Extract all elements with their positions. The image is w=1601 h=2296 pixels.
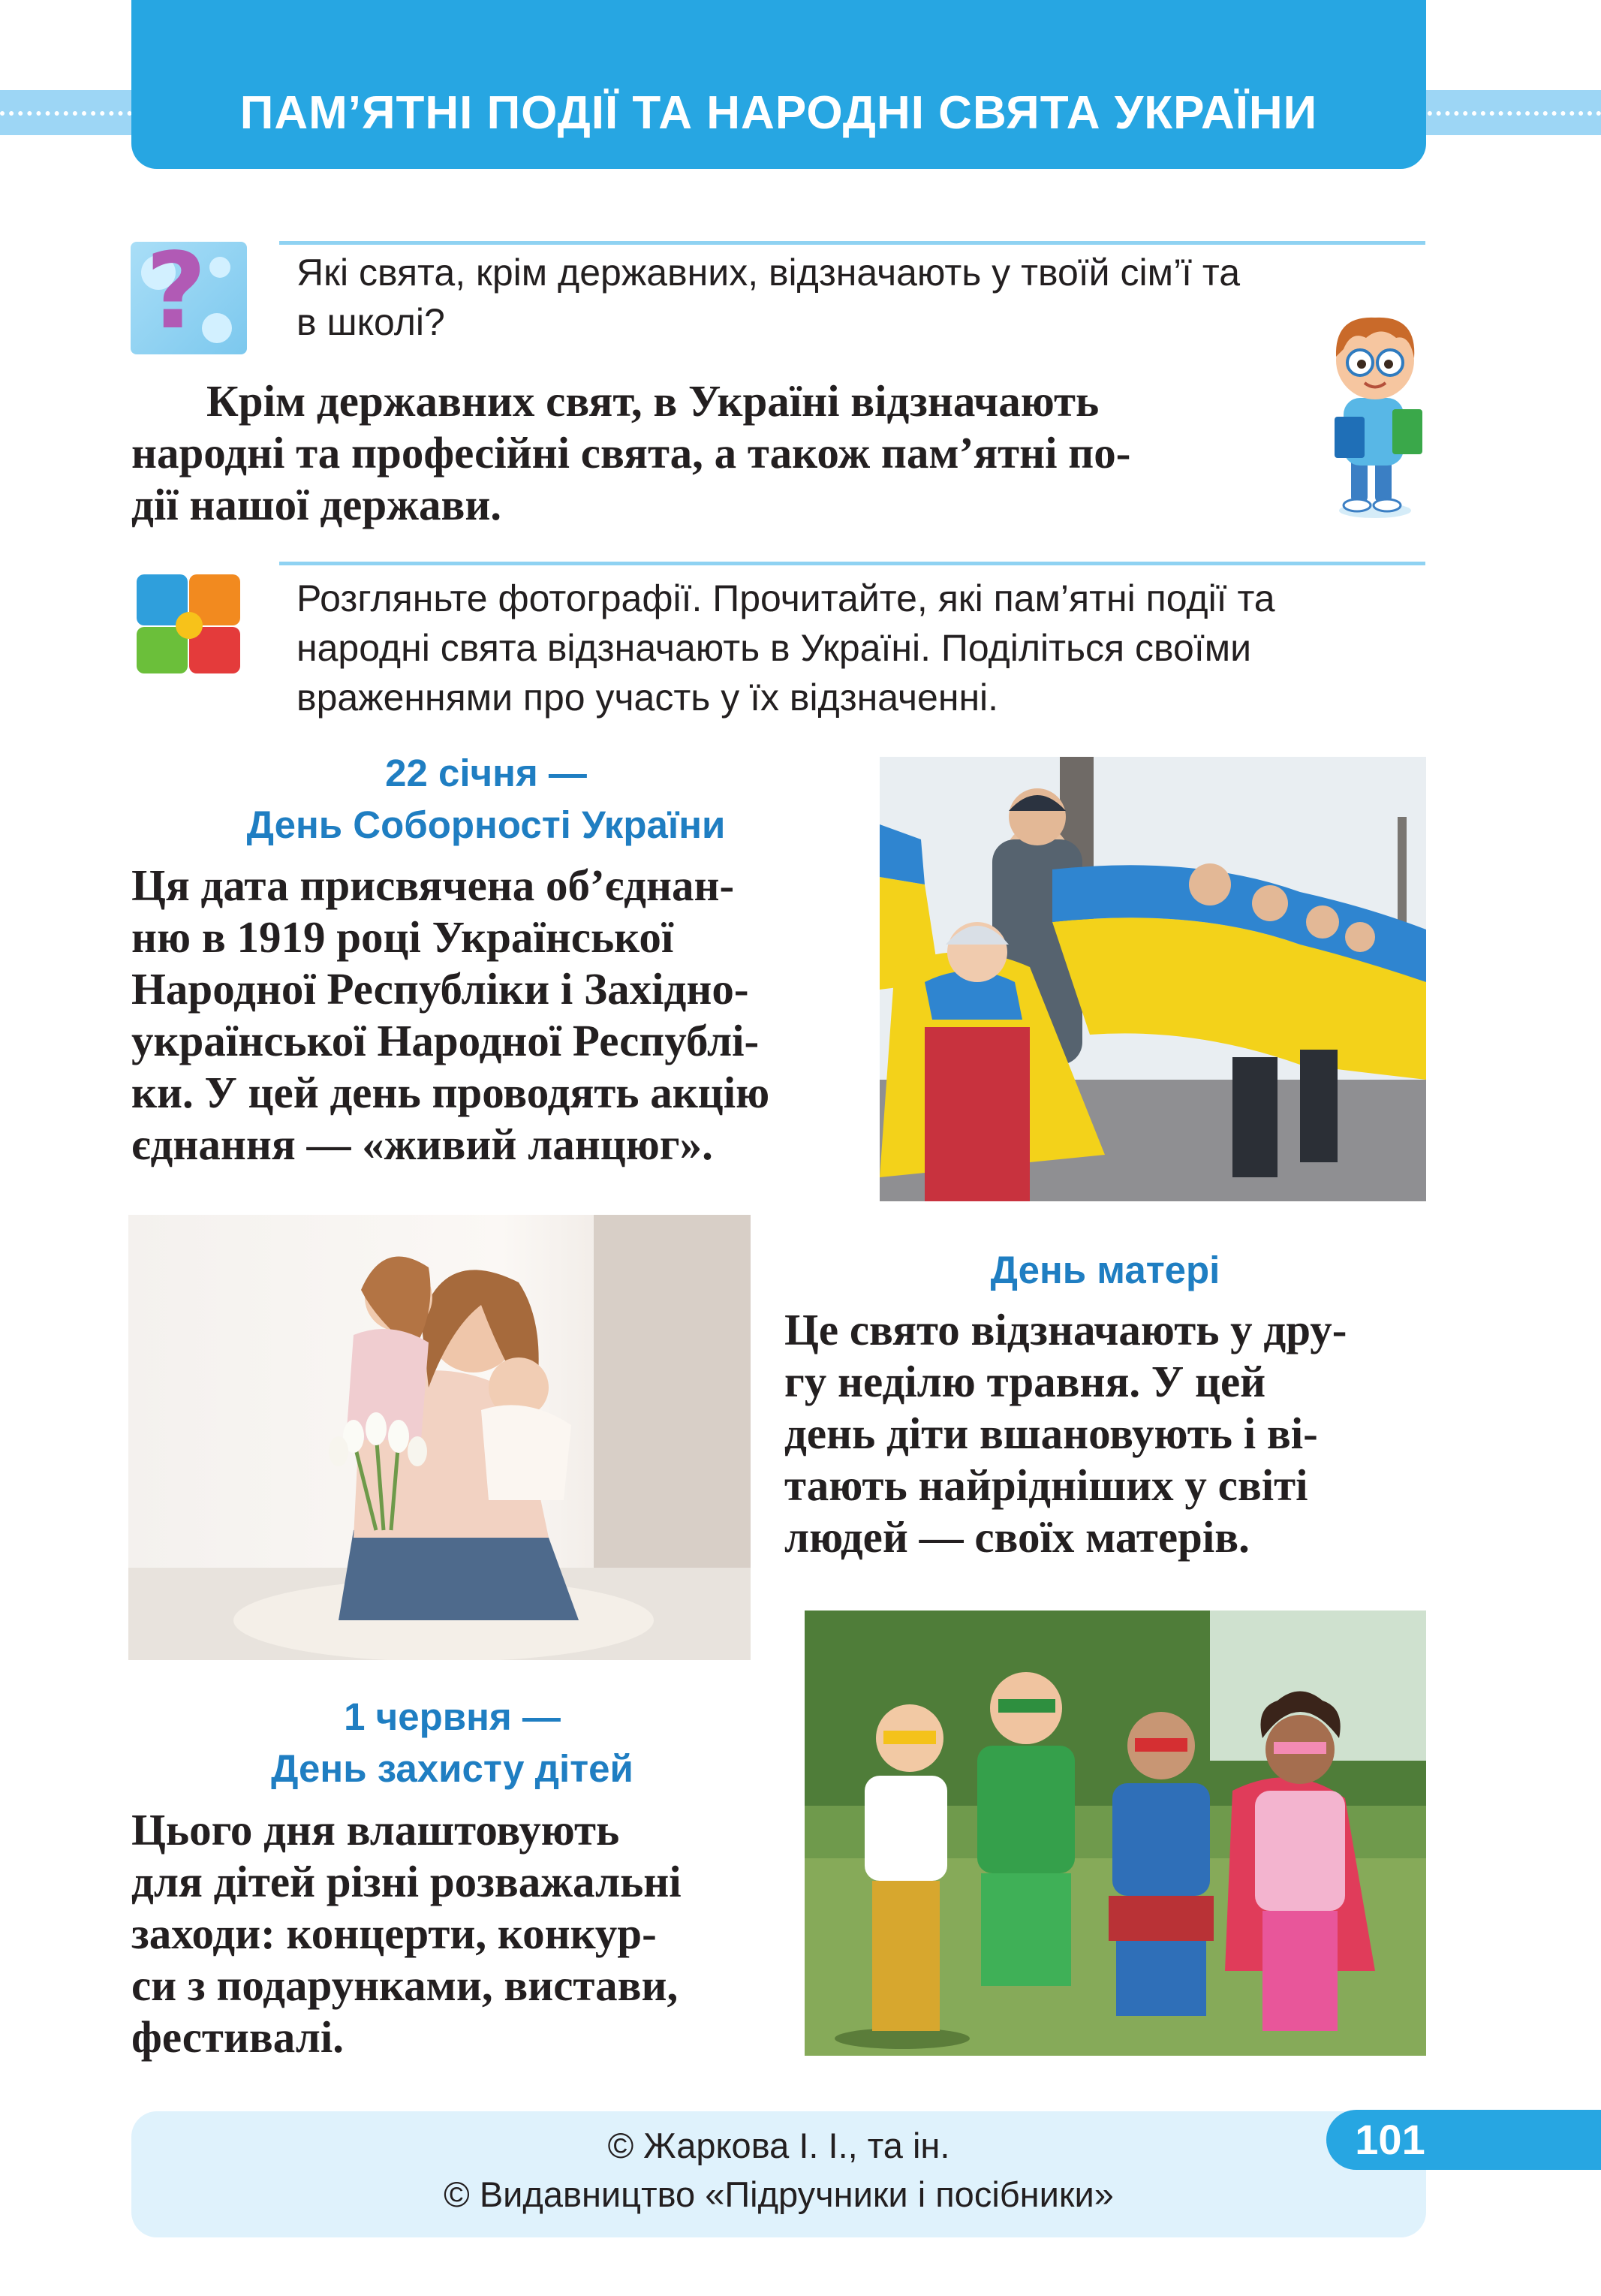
task-line-3: враженнями про участь у їх відзначенні. <box>296 676 999 719</box>
children-line-3: заходи: концерти, конкур- <box>131 1909 657 1958</box>
question-line-1: Які свята, крім державних, відзначають у твоїй сім’ї та <box>296 252 1241 294</box>
footer-authors: © Жаркова І. І., та ін. <box>607 2126 950 2165</box>
children-line-4: си з подарунками, вистави, <box>131 1960 679 2010</box>
children-line-5: фестивалі. <box>131 2012 345 2062</box>
mothers-day-title: День матері <box>990 1249 1220 1291</box>
header-dots-right <box>1419 90 1601 135</box>
task-rule <box>279 562 1425 565</box>
children-day-date: 1 червня — <box>344 1695 561 1738</box>
unity-line-4: української Народної Республі- <box>131 1016 760 1065</box>
unity-line-3: Народної Республіки і Західно- <box>131 964 749 1014</box>
unity-day-title: День Соборності України <box>246 803 726 846</box>
unity-line-2: ню в 1919 році Української <box>131 912 674 962</box>
page-title: ПАМ’ЯТНІ ПОДІЇ ТА НАРОДНІ СВЯТА УКРАЇНИ <box>239 87 1318 139</box>
unity-line-6: єднання — «живий ланцюг». <box>131 1119 713 1169</box>
unity-day-date: 22 січня — <box>385 752 587 794</box>
question-line-2: в школі? <box>296 301 445 343</box>
question-rule <box>279 241 1425 245</box>
header-dots-left <box>0 90 150 135</box>
task-line-1: Розгляньте фотографії. Прочитайте, які пам’ятні події та <box>296 577 1275 619</box>
children-day-photo <box>805 1611 1426 2056</box>
unity-line-5: ки. У цей день проводять акцію <box>131 1068 770 1117</box>
page-number: 101 <box>1355 2116 1425 2163</box>
boy-illustration <box>1321 304 1434 522</box>
unity-line-1: Ця дата присвячена об’єднан- <box>131 860 735 910</box>
unity-photo <box>880 757 1426 1201</box>
mothers-line-4: тають найрідніших у світі <box>784 1460 1308 1510</box>
mothers-line-5: людей — своїх матерів. <box>784 1512 1250 1562</box>
intro-line-3: дії нашої держави. <box>131 480 502 529</box>
question-mark-icon: ? <box>131 242 247 354</box>
footer-publisher: © Видавництво «Підручники і посібники» <box>444 2174 1114 2214</box>
children-day-title: День захисту дітей <box>271 1747 633 1790</box>
mothers-line-3: день діти вшановують і ві- <box>784 1409 1318 1458</box>
intro-line-2: народні та професійні свята, а також пам’ятні по- <box>131 428 1131 478</box>
mothers-line-2: гу неділю травня. У цей <box>784 1357 1266 1406</box>
intro-line-1: Крім державних свят, в Україні відзначають <box>206 376 1100 426</box>
mothers-line-1: Це свято відзначають у дру- <box>784 1305 1347 1354</box>
children-line-1: Цього дня влаштовують <box>131 1805 620 1855</box>
task-line-2: народні свята відзначають в Україні. Поділіться своїми <box>296 627 1252 669</box>
mothers-day-photo <box>128 1215 751 1660</box>
header-bar <box>131 0 1426 169</box>
puzzle-icon <box>131 567 247 679</box>
children-line-2: для дітей різні розважальні <box>131 1857 682 1906</box>
